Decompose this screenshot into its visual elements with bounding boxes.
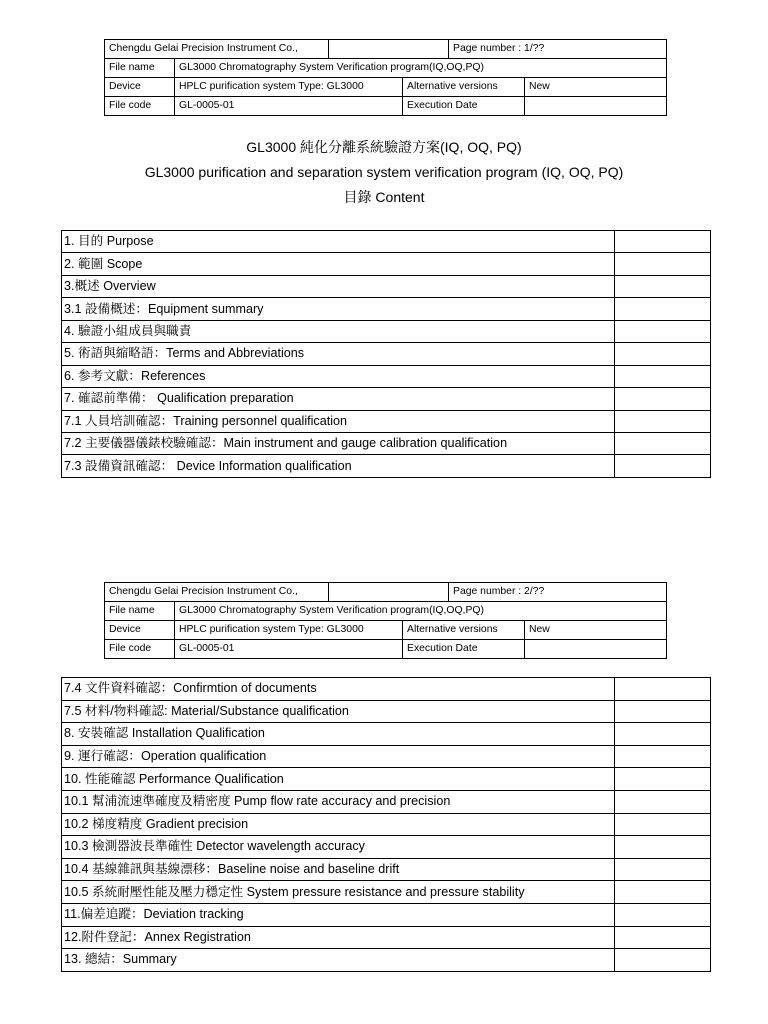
company-name: Chengdu Gelai Precision Instrument Co.,	[105, 40, 329, 59]
header-blank-cell	[329, 40, 449, 59]
toc-entry: 3.1 設備概述：Equipment summary	[62, 298, 615, 320]
toc-row	[62, 926, 711, 949]
toc-page-cell	[615, 298, 711, 320]
toc-row	[62, 836, 711, 859]
toc-row	[62, 343, 711, 365]
toc-row	[62, 231, 711, 253]
toc-row	[62, 410, 711, 432]
page-number: Page number : 2/??	[449, 583, 667, 602]
toc-entry: 6. 参考文獻：References	[62, 365, 615, 387]
document-header-table	[104, 39, 667, 116]
header-row	[105, 621, 667, 640]
toc-row	[62, 813, 711, 836]
toc-entry: 7.3 設備資訊確認： Device Information qualification	[62, 455, 615, 477]
toc-entry: 10.1 幫浦流速準確度及精密度 Pump flow rate accuracy and precision	[62, 790, 615, 813]
table-of-contents	[61, 230, 711, 478]
toc-page-cell	[615, 343, 711, 365]
toc-entry: 4. 驗證小組成員與職責	[62, 320, 615, 342]
toc-entry: 1. 目的 Purpose	[62, 231, 615, 253]
device-label: Device	[105, 621, 175, 640]
toc-page-cell	[615, 320, 711, 342]
toc-entry: 5. 術語與縮略語：Terms and Abbreviations	[62, 343, 615, 365]
alt-versions-value: New	[525, 621, 667, 640]
header-row	[105, 97, 667, 116]
file-name-label: File name	[105, 602, 175, 621]
header-blank-cell	[329, 583, 449, 602]
file-name-value: GL3000 Chromatography System Verification program(IQ,OQ,PQ)	[175, 602, 667, 621]
toc-page-cell	[615, 926, 711, 949]
header-row	[105, 583, 667, 602]
toc-entry: 7.1 人員培訓確認：Training personnel qualification	[62, 410, 615, 432]
toc-entry: 10. 性能確認 Performance Qualification	[62, 768, 615, 791]
toc-entry: 12.附件登記：Annex Registration	[62, 926, 615, 949]
table-of-contents	[61, 677, 711, 972]
toc-page-cell	[615, 678, 711, 701]
toc-page-cell	[615, 745, 711, 768]
toc-row	[62, 455, 711, 477]
toc-row	[62, 700, 711, 723]
toc-page-cell	[615, 388, 711, 410]
toc-row	[62, 275, 711, 297]
document-header-table	[104, 582, 667, 659]
toc-page-cell	[615, 410, 711, 432]
company-name: Chengdu Gelai Precision Instrument Co.,	[105, 583, 329, 602]
toc-entry: 7.5 材料/物料確認: Material/Substance qualification	[62, 700, 615, 723]
toc-page-cell	[615, 231, 711, 253]
toc-entry: 7.4 文件資料確認：Confirmtion of documents	[62, 678, 615, 701]
execution-date-label: Execution Date	[403, 640, 525, 659]
toc-row	[62, 881, 711, 904]
toc-row	[62, 949, 711, 972]
toc-entry: 10.5 系統耐壓性能及壓力穩定性 System pressure resistance and pressure stability	[62, 881, 615, 904]
execution-date-value	[525, 640, 667, 659]
toc-row	[62, 365, 711, 387]
toc-page-cell	[615, 949, 711, 972]
toc-entry: 7.2 主要儀器儀錶校驗確認：Main instrument and gauge calibration qualification	[62, 432, 615, 454]
toc-row	[62, 745, 711, 768]
page-number: Page number : 1/??	[449, 40, 667, 59]
file-code-label: File code	[105, 640, 175, 659]
toc-page-cell	[615, 768, 711, 791]
toc-row	[62, 253, 711, 275]
toc-page-cell	[615, 432, 711, 454]
header-row	[105, 78, 667, 97]
document-title-en: GL3000 purification and separation system verification program (IQ, OQ, PQ)	[144, 164, 624, 180]
toc-row	[62, 903, 711, 926]
toc-page-cell	[615, 365, 711, 387]
toc-page-cell	[615, 455, 711, 477]
document-title-zh: GL3000 純化分離系統驗證方案(IQ, OQ, PQ)	[246, 139, 522, 155]
toc-page-cell	[615, 858, 711, 881]
device-value: HPLC purification system Type: GL3000	[175, 621, 403, 640]
device-label: Device	[105, 78, 175, 97]
alt-versions-label: Alternative versions	[403, 621, 525, 640]
toc-entry: 10.2 梯度精度 Gradient precision	[62, 813, 615, 836]
alt-versions-value: New	[525, 78, 667, 97]
toc-entry: 8. 安裝確認 Installation Qualification	[62, 723, 615, 746]
header-row	[105, 640, 667, 659]
file-name-value: GL3000 Chromatography System Verification program(IQ,OQ,PQ)	[175, 59, 667, 78]
toc-entry: 2. 範圍 Scope	[62, 253, 615, 275]
toc-page-cell	[615, 700, 711, 723]
toc-row	[62, 790, 711, 813]
execution-date-value	[525, 97, 667, 116]
toc-entry: 11.偏差追蹤：Deviation tracking	[62, 903, 615, 926]
device-value: HPLC purification system Type: GL3000	[175, 78, 403, 97]
toc-page-cell	[615, 275, 711, 297]
toc-row	[62, 298, 711, 320]
toc-row	[62, 388, 711, 410]
file-code-value: GL-0005-01	[175, 97, 403, 116]
toc-row	[62, 723, 711, 746]
execution-date-label: Execution Date	[403, 97, 525, 116]
toc-row	[62, 858, 711, 881]
header-row	[105, 602, 667, 621]
toc-entry: 10.4 基線雜訊與基線漂移：Baseline noise and baseline drift	[62, 858, 615, 881]
toc-row	[62, 320, 711, 342]
toc-row	[62, 678, 711, 701]
header-row	[105, 59, 667, 78]
toc-entry: 13. 總結：Summary	[62, 949, 615, 972]
file-code-value: GL-0005-01	[175, 640, 403, 659]
toc-entry: 3.概述 Overview	[62, 275, 615, 297]
toc-page-cell	[615, 253, 711, 275]
toc-page-cell	[615, 790, 711, 813]
toc-page-cell	[615, 836, 711, 859]
toc-page-cell	[615, 881, 711, 904]
toc-row	[62, 432, 711, 454]
file-code-label: File code	[105, 97, 175, 116]
file-name-label: File name	[105, 59, 175, 78]
toc-page-cell	[615, 813, 711, 836]
header-row	[105, 40, 667, 59]
toc-row	[62, 768, 711, 791]
toc-page-cell	[615, 903, 711, 926]
toc-entry: 9. 運行確認：Operation qualification	[62, 745, 615, 768]
toc-page-cell	[615, 723, 711, 746]
toc-entry: 10.3 檢測器波長準確性 Detector wavelength accuracy	[62, 836, 615, 859]
alt-versions-label: Alternative versions	[403, 78, 525, 97]
toc-entry: 7. 確認前準備： Qualification preparation	[62, 388, 615, 410]
contents-heading: 目錄 Content	[343, 189, 425, 205]
